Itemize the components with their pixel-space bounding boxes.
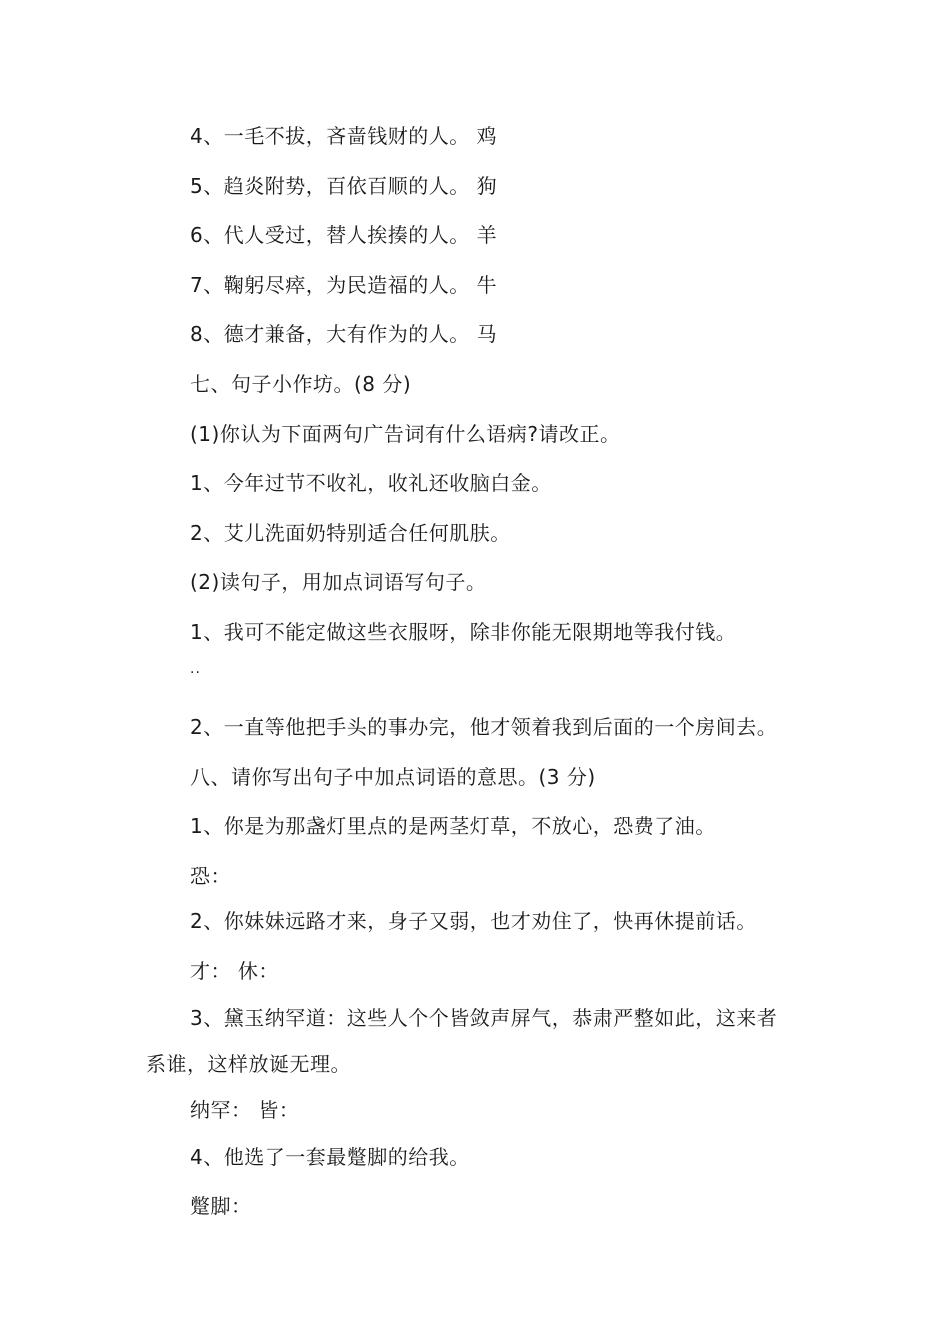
answer-line-4: 4、一毛不拔，吝啬钱财的人。 鸡 [190, 124, 498, 148]
answer-line-7: 7、鞠躬尽瘁，为民造福的人。 牛 [190, 273, 498, 297]
question-line: 4、他选了一套最蹩脚的给我。 [190, 1145, 470, 1169]
section-heading-8: 八、请你写出句子中加点词语的意思。(3 分) [190, 765, 596, 789]
question-line: 2、艾儿洗面奶特别适合任何肌肤。 [190, 521, 511, 545]
answer-line-8: 8、德才兼备，大有作为的人。 马 [190, 322, 498, 346]
question-line-continued: 系谁，这样放诞无理。 [146, 1052, 351, 1076]
question-line: 1、今年过节不收礼，收礼还收脑白金。 [190, 471, 552, 495]
question-line: 3、黛玉纳罕道：这些人个个皆敛声屏气，恭肃严整如此，这来者 [190, 1006, 778, 1030]
answer-prompt: 纳罕： 皆： [190, 1098, 300, 1122]
answer-line-6: 6、代人受过，替人挨揍的人。 羊 [190, 223, 498, 247]
answer-prompt: 恐： [190, 864, 231, 888]
answer-prompt: 蹩脚： [190, 1194, 252, 1218]
question-line: 2、一直等他把手头的事办完，他才领着我到后面的一个房间去。 [190, 715, 778, 739]
section-heading-7: 七、句子小作坊。(8 分) [190, 372, 412, 396]
subsection-heading-1: (1)你认为下面两句广告词有什么语病?请改正。 [190, 422, 621, 446]
question-line: 1、你是为那盏灯里点的是两茎灯草，不放心，恐费了油。 [190, 814, 716, 838]
question-line: 2、你妹妹远路才来，身子又弱，也才劝住了，快再休提前话。 [190, 909, 757, 933]
answer-line-5: 5、趋炎附势，百依百顺的人。 狗 [190, 174, 498, 198]
answer-prompt: 才： 休： [190, 959, 279, 983]
emphasis-dots: .. [190, 661, 201, 677]
question-line: 1、我可不能定做这些衣服呀，除非你能无限期地等我付钱。 [190, 620, 737, 644]
subsection-heading-2: (2)读句子，用加点词语写句子。 [190, 570, 487, 594]
